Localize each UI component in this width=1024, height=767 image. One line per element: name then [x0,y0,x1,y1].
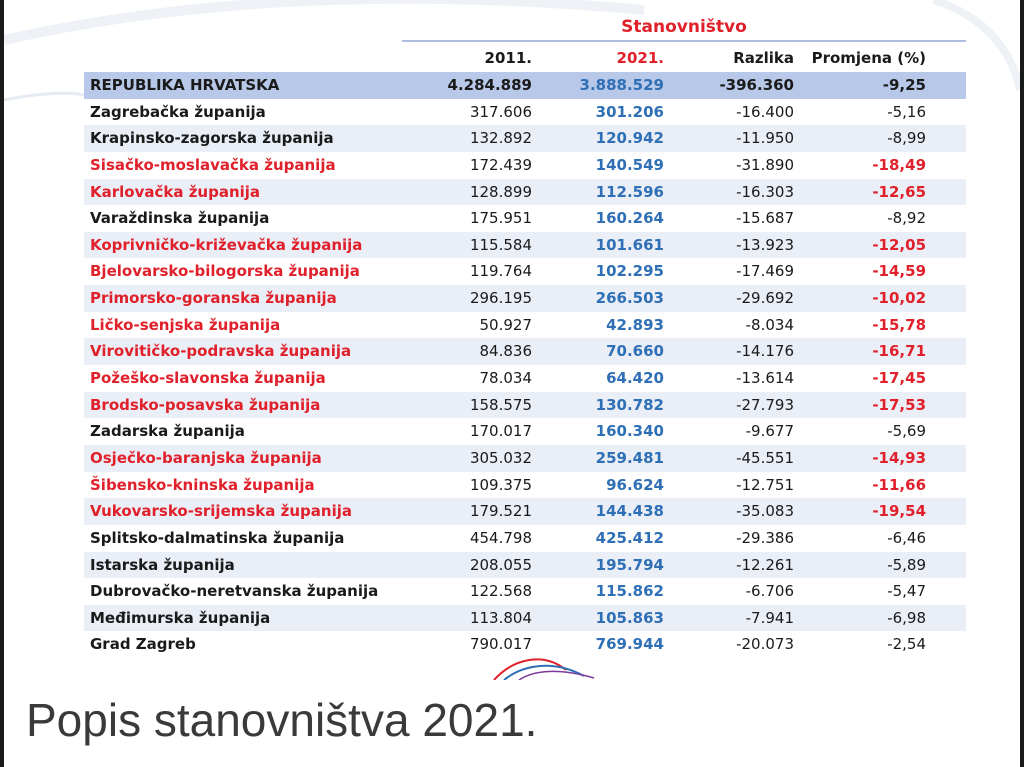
population-2021: 64.420 [606,369,664,388]
population-2021: 3.888.529 [579,76,664,94]
population-2021: 160.340 [595,422,664,441]
region-name: Karlovačka županija [90,182,261,201]
population-difference: -13.923 [736,235,794,254]
population-2021: 70.660 [606,342,664,361]
percent-change: -16,71 [872,342,926,361]
population-2011: 175.951 [469,209,532,228]
population-2011: 790.017 [469,635,532,654]
population-difference: -14.176 [736,342,794,361]
population-2021: 266.503 [595,289,664,308]
region-name: Ličko-senjska županija [90,315,281,334]
region-name: Varaždinska županija [90,209,270,228]
percent-change: -17,45 [872,369,926,388]
percent-change: -18,49 [872,155,926,174]
population-difference: -29.386 [736,528,794,547]
population-2021: 101.661 [595,235,664,254]
population-difference: -29.692 [736,289,794,308]
population-difference: -12.751 [736,475,794,494]
percent-change: -14,93 [872,448,926,467]
group-header-stanovnistvo: Stanovništvo [402,14,966,42]
population-2011: 317.606 [469,102,532,121]
population-2021: 425.412 [595,528,664,547]
column-header-promjena: Promjena (%) [811,49,926,67]
table-row [84,312,966,339]
percent-change: -15,78 [872,315,926,334]
total-row [84,72,966,99]
table-row [84,498,966,525]
population-2011: 305.032 [469,448,532,467]
population-2021: 102.295 [595,262,664,281]
percent-change: -19,54 [872,502,926,521]
population-2011: 172.439 [469,155,532,174]
table-row [84,578,966,605]
column-header-2011: 2011. [484,49,532,67]
percent-change: -5,69 [887,422,926,441]
region-name: Požeško-slavonska županija [90,369,326,388]
region-name: Krapinsko-zagorska županija [90,129,334,148]
region-name: Grad Zagreb [90,635,196,654]
table-row [84,418,966,445]
percent-change: -5,16 [887,102,926,121]
percent-change: -6,46 [887,528,926,547]
population-2011: 208.055 [469,555,532,574]
dzs-swoosh-logo-icon [474,650,614,680]
region-name: Sisačko-moslavačka županija [90,155,336,174]
population-2011: 454.798 [469,528,532,547]
region-name: Dubrovačko-neretvanska županija [90,582,379,601]
population-difference: -16.303 [736,182,794,201]
caption-area [4,680,1020,767]
population-2021: 105.863 [595,608,664,627]
population-2011: 113.804 [469,608,532,627]
table-row [84,152,966,179]
percent-change: -5,47 [887,582,926,601]
population-difference: -35.083 [736,502,794,521]
population-difference: -6.706 [745,582,794,601]
table-row [84,552,966,579]
population-2021: 160.264 [595,209,664,228]
percent-change: -8,92 [887,209,926,228]
percent-change: -14,59 [872,262,926,281]
region-name: Primorsko-goranska županija [90,289,337,308]
table-row [84,285,966,312]
percent-change: -17,53 [872,395,926,414]
region-name: Istarska županija [90,555,235,574]
region-name: Bjelovarsko-bilogorska županija [90,262,360,281]
table-row [84,605,966,632]
population-2011: 115.584 [469,235,532,254]
census-slide-image [4,0,1020,680]
percent-change: -5,89 [887,555,926,574]
region-name: Šibensko-kninska županija [90,475,315,494]
population-difference: -15.687 [736,209,794,228]
table-row [84,258,966,285]
population-difference: -17.469 [736,262,794,281]
region-name: Osječko-baranjska županija [90,448,322,467]
population-table [84,72,966,658]
population-2011: 84.836 [479,342,532,361]
region-name: Koprivničko-križevačka županija [90,235,363,254]
population-2021: 195.794 [595,555,664,574]
population-2021: 42.893 [606,315,664,334]
population-2011: 78.034 [479,369,532,388]
table-row [84,99,966,126]
table-row [84,472,966,499]
percent-change: -2,54 [887,635,926,654]
population-difference: -31.890 [736,155,794,174]
population-2021: 769.944 [595,635,664,654]
population-2021: 259.481 [595,448,664,467]
population-difference: -20.073 [736,635,794,654]
table-row [84,338,966,365]
population-difference: -13.614 [736,369,794,388]
table-row [84,232,966,259]
table-row [84,445,966,472]
region-name: Međimurska županija [90,608,271,627]
population-2011: 132.892 [469,129,532,148]
column-header-razlika: Razlika [733,49,794,67]
population-2011: 170.017 [469,422,532,441]
population-2021: 120.942 [595,129,664,148]
population-difference: -396.360 [719,76,794,94]
population-2021: 140.549 [595,155,664,174]
population-2011: 179.521 [469,502,532,521]
population-difference: -16.400 [736,102,794,121]
table-row [84,392,966,419]
table-row [84,125,966,152]
region-name: Vukovarsko-srijemska županija [90,502,352,521]
image-caption: Popis stanovništva 2021. [26,694,538,746]
population-difference: -27.793 [736,395,794,414]
frame-border-right [1020,0,1024,767]
population-2011: 4.284.889 [447,76,532,94]
percent-change: -12,65 [872,182,926,201]
population-2011: 119.764 [469,262,532,281]
population-2021: 115.862 [595,582,664,601]
percent-change: -11,66 [872,475,926,494]
region-name: Zadarska županija [90,422,245,441]
percent-change: -9,25 [882,76,926,94]
population-2021: 130.782 [595,395,664,414]
population-difference: -45.551 [736,448,794,467]
population-difference: -11.950 [736,129,794,148]
percent-change: -8,99 [887,129,926,148]
population-2011: 158.575 [469,395,532,414]
population-2011: 122.568 [469,582,532,601]
region-name: REPUBLIKA HRVATSKA [90,76,280,94]
table-row [84,365,966,392]
region-name: Virovitičko-podravska županija [90,342,352,361]
population-difference: -12.261 [736,555,794,574]
table-row [84,525,966,552]
percent-change: -12,05 [872,235,926,254]
population-2021: 96.624 [606,475,664,494]
population-2011: 296.195 [469,289,532,308]
population-difference: -8.034 [745,315,794,334]
region-name: Zagrebačka županija [90,102,266,121]
region-name: Brodsko-posavska županija [90,395,321,414]
population-difference: -7.941 [745,608,794,627]
table-row [84,205,966,232]
column-header-2021: 2021. [616,49,664,67]
percent-change: -10,02 [872,289,926,308]
population-2011: 109.375 [469,475,532,494]
population-2021: 144.438 [595,502,664,521]
population-2011: 128.899 [469,182,532,201]
region-name: Splitsko-dalmatinska županija [90,528,345,547]
percent-change: -6,98 [887,608,926,627]
population-2021: 301.206 [595,102,664,121]
population-difference: -9.677 [745,422,794,441]
table-row [84,179,966,206]
population-2021: 112.596 [595,182,664,201]
population-2011: 50.927 [479,315,532,334]
